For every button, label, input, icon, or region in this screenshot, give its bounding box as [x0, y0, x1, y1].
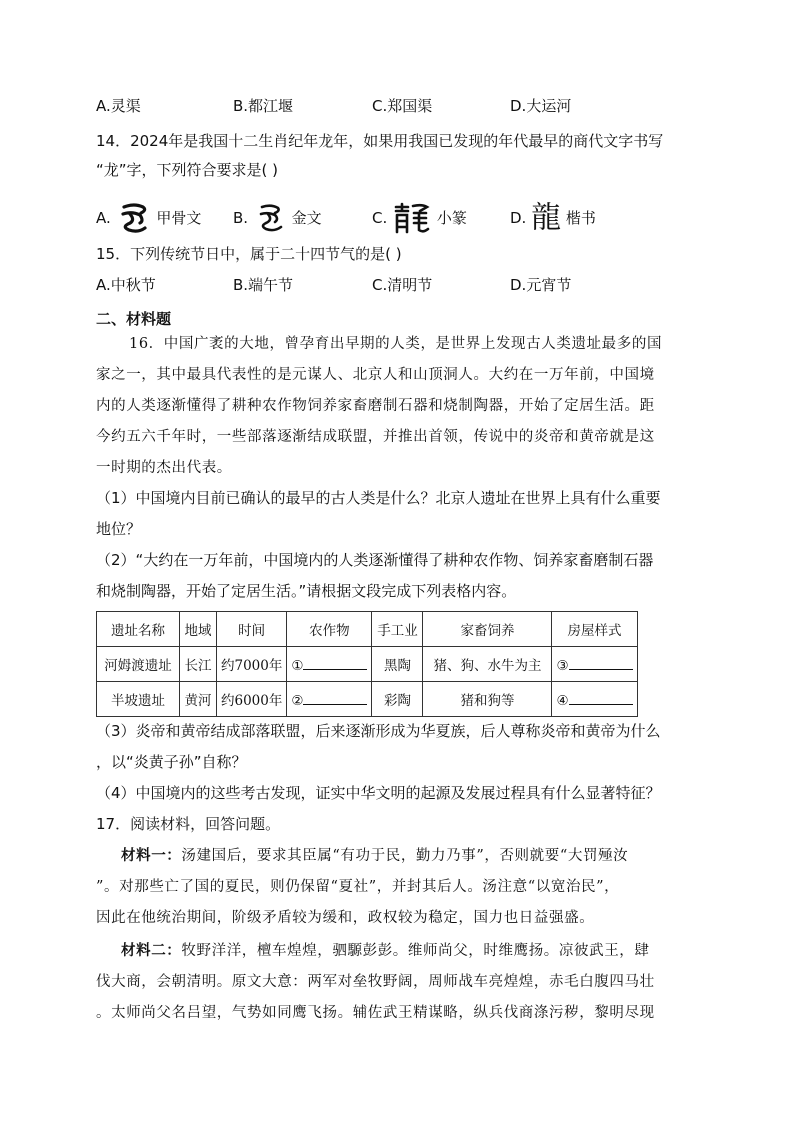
q16-sub1: （1）中国境内目前已确认的最早的古人类是什么？北京人遗址在世界上具有什么重要	[96, 489, 661, 507]
answer-blank-cell[interactable]	[287, 682, 372, 717]
table-header: 地域	[180, 612, 217, 647]
q16-material-line: 16．中国广袤的大地，曾孕育出早期的人类，是世界上发现古人类遗址最多的国	[129, 336, 663, 352]
table-cell: 猪和狗等	[423, 682, 552, 717]
q16-material-line: 内的人类逐渐懂得了耕种农作物饲养家畜磨制石器和烧制陶器，开始了定居生活。距	[96, 398, 655, 414]
q16-material-line: 家之一，其中最具代表性的是元谋人、北京人和山顶洞人。大约在一万年前，中国境	[96, 367, 655, 383]
q14-stem-line2: “龙”字，下列符合要求是( )	[96, 161, 279, 179]
q16-sub3: （3）炎帝和黄帝结成部落联盟，后来逐渐形成为华夏族，后人尊称炎帝和黄帝为什么	[96, 722, 661, 740]
small-seal-dragon-glyph	[392, 202, 432, 236]
q16-sub3-cont: ，以“炎黄子孙”自称？	[96, 753, 247, 771]
blank-marker: ④	[556, 692, 569, 709]
regular-script-dragon-glyph: 龍	[531, 200, 562, 236]
table-cell: 长江	[180, 647, 217, 682]
q16-material-line: 一时期的杰出代表。	[96, 460, 232, 476]
q14-option-b	[233, 200, 322, 236]
table-cell: 彩陶	[372, 682, 423, 717]
table-cell: 猪、狗、水牛为主	[423, 647, 552, 682]
table-header: 手工业	[372, 612, 423, 647]
table-row	[97, 682, 638, 717]
table-cell: 黑陶	[372, 647, 423, 682]
blank-marker: ①	[291, 657, 304, 674]
q16-sub2: （2）“大约在一万年前，中国境内的人类逐渐懂得了耕种农作物、饲养家畜磨制石器	[96, 551, 654, 569]
table-row	[97, 647, 638, 682]
q14-option-d-label: 楷书	[565, 209, 596, 227]
table-header: 家畜饲养	[423, 612, 552, 647]
blank-marker: ③	[556, 657, 569, 674]
q14-option-d-letter: D.	[510, 209, 527, 227]
q14-option-b-letter: B.	[233, 209, 249, 227]
q14-option-a	[96, 200, 201, 237]
material1-label: 材料一：	[121, 847, 182, 864]
q16-material-line: 今约五六千年时，一些部落逐渐结成联盟，并推出首领，传说中的炎帝和黄帝就是这	[96, 429, 655, 445]
material2-text: 牧野洋洋，檀车煌煌，驷騵彭彭。维师尚父，时维鹰扬。凉彼武王，肆	[181, 943, 650, 959]
q15-option-b: B.端午节	[233, 276, 294, 294]
q13-option-a: A.灵渠	[96, 97, 141, 115]
q14-option-c	[372, 200, 467, 236]
q17-material1-line: 因此在他统治期间，阶级矛盾较为缓和，政权较为稳定，国力也日益强盛。	[96, 910, 595, 926]
q15-option-c: C.清明节	[372, 276, 433, 294]
q15-stem: 15．下列传统节日中，属于二十四节气的是( )	[96, 245, 402, 263]
material1-text: 汤建国后，要求其臣属“有功于民，勤力乃事”，否则就要“大罚殛汝	[181, 848, 629, 864]
oracle-bone-dragon-glyph	[116, 201, 152, 237]
table-header: 遗址名称	[97, 612, 180, 647]
answer-blank-cell[interactable]	[287, 647, 372, 682]
q17-material2-line: 伐大商，会朝清明。原文大意：两军对垒牧野阔，周师战车亮煌煌，赤毛白腹四马壮	[96, 974, 655, 990]
q14-option-a-letter: A.	[96, 209, 111, 227]
q14-stem-line1: 14．2024年是我国十二生肖纪年龙年，如果用我国已发现的年代最早的商代文字书写	[96, 132, 664, 150]
q14-option-c-label: 小篆	[436, 209, 467, 227]
table-cell: 约6000年	[217, 682, 287, 717]
q13-option-b: B.都江堰	[233, 97, 294, 115]
q15-option-a: A.中秋节	[96, 276, 156, 294]
blank-marker: ②	[291, 692, 304, 709]
q17-material2-line: 。太师尚父名吕望，气势如同鹰飞扬。辅佐武王精谋略，纵兵伐商涤污秽，黎明尽现	[96, 1005, 655, 1021]
material2-label: 材料二：	[121, 942, 182, 959]
site-comparison-table	[96, 611, 638, 717]
q14-option-b-label: 金文	[291, 209, 322, 227]
q17-stem: 17．阅读材料，回答问题。	[96, 815, 281, 833]
table-cell: 半坡遗址	[97, 682, 180, 717]
q16-sub4: （4）中国境内的这些考古发现，证实中华文明的起源及发展过程具有什么显著特征？	[96, 784, 661, 802]
q14-option-a-label: 甲骨文	[156, 209, 202, 227]
section-title: 二、材料题	[96, 310, 172, 328]
q17-material1-line	[121, 846, 628, 866]
table-cell: 黄河	[180, 682, 217, 717]
q13-option-c: C.郑国渠	[372, 97, 433, 115]
table-cell: 河姆渡遗址	[97, 647, 180, 682]
table-header: 房屋样式	[552, 612, 637, 647]
q16-sub1-cont: 地位？	[96, 520, 142, 538]
table-header-row	[97, 612, 638, 647]
q17-material1-line: ”。对那些亡了国的夏民，则仍保留“夏社”，并封其后人。汤注意“以宽治民”，	[96, 879, 620, 895]
q17-material2-line	[121, 941, 650, 961]
q14-option-c-letter: C.	[372, 209, 388, 227]
table-header: 时间	[217, 612, 287, 647]
bronze-inscription-dragon-glyph	[253, 202, 287, 236]
answer-blank-cell[interactable]	[552, 647, 637, 682]
q13-option-d: D.大运河	[510, 97, 572, 115]
table-header: 农作物	[287, 612, 372, 647]
answer-blank-cell[interactable]	[552, 682, 637, 717]
q14-option-d	[510, 200, 596, 237]
q15-option-d: D.元宵节	[510, 276, 572, 294]
table-cell: 约7000年	[217, 647, 287, 682]
q16-sub2-cont: 和烧制陶器，开始了定居生活。”请根据文段完成下列表格内容。	[96, 582, 517, 600]
